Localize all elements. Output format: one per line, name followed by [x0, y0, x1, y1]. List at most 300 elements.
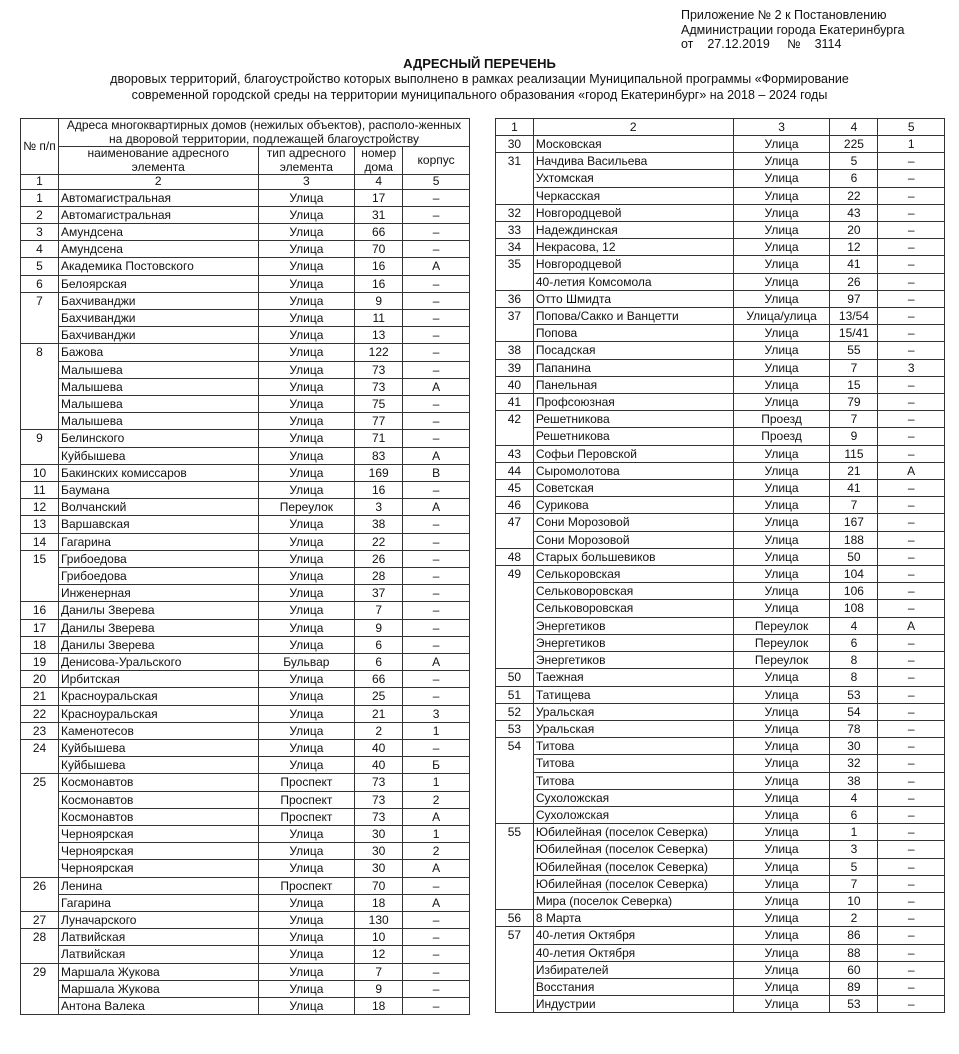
element-type: Проезд	[733, 428, 830, 445]
korpus: –	[878, 841, 945, 858]
street-name: Посадская	[533, 342, 733, 359]
appendix-date: 27.12.2019	[707, 37, 770, 51]
korpus: 2	[403, 843, 470, 860]
row-number: 23	[21, 722, 59, 739]
korpus: –	[878, 376, 945, 393]
house-number: 13	[355, 327, 403, 344]
row-number: 50	[496, 669, 534, 686]
korpus: –	[403, 430, 470, 447]
appendix-block	[681, 8, 904, 52]
house-number: 7	[830, 875, 878, 892]
table-row	[496, 634, 945, 651]
row-number: 32	[496, 204, 534, 221]
table-row	[21, 223, 470, 240]
korpus: –	[878, 187, 945, 204]
street-name: Сыромолотова	[533, 462, 733, 479]
element-type: Улица	[733, 841, 830, 858]
table-row	[496, 239, 945, 256]
row-number: 53	[496, 720, 534, 737]
street-name: Уральская	[533, 720, 733, 737]
house-number: 2	[355, 722, 403, 739]
house-number: 89	[830, 978, 878, 995]
korpus: А	[403, 378, 470, 395]
table-row	[21, 774, 470, 791]
element-type: Улица	[733, 961, 830, 978]
row-number: 34	[496, 239, 534, 256]
korpus: –	[878, 755, 945, 772]
street-name: Бахчиванджи	[58, 327, 258, 344]
korpus: –	[403, 206, 470, 223]
header-type: тип адресного элемента	[258, 147, 355, 175]
street-name: Софьи Перовской	[533, 445, 733, 462]
street-name: Грибоедова	[58, 550, 258, 567]
house-number: 3	[355, 499, 403, 516]
element-type: Улица	[733, 376, 830, 393]
korpus: –	[878, 720, 945, 737]
street-name: Варшавская	[58, 516, 258, 533]
element-type: Проспект	[258, 808, 355, 825]
element-type: Улица	[258, 361, 355, 378]
house-number: 9	[355, 292, 403, 309]
element-type: Улица	[733, 772, 830, 789]
table-row	[21, 929, 470, 946]
street-name: Грибоедова	[58, 567, 258, 584]
table-row	[21, 653, 470, 670]
element-type: Улица	[733, 239, 830, 256]
street-name: Каменотесов	[58, 722, 258, 739]
house-number: 75	[355, 395, 403, 412]
table-row	[21, 894, 470, 911]
header-house: номер дома	[355, 147, 403, 175]
row-number: 38	[496, 342, 534, 359]
street-name: Куйбышева	[58, 757, 258, 774]
element-type: Улица	[733, 170, 830, 187]
row-number: 2	[21, 206, 59, 223]
korpus: –	[403, 567, 470, 584]
table-row	[21, 395, 470, 412]
house-number: 30	[355, 843, 403, 860]
korpus: А	[878, 617, 945, 634]
table-row	[21, 912, 470, 929]
row-number: 15	[21, 550, 59, 602]
table-row	[21, 998, 470, 1015]
element-type: Проспект	[258, 877, 355, 894]
table-row	[496, 497, 945, 514]
street-name: 40-летия Октября	[533, 944, 733, 961]
street-name: Надеждинская	[533, 222, 733, 239]
street-name: Некрасова, 12	[533, 239, 733, 256]
korpus: –	[878, 583, 945, 600]
korpus: –	[403, 929, 470, 946]
street-name: Уральская	[533, 703, 733, 720]
table-row	[496, 669, 945, 686]
street-name: Черкасская	[533, 187, 733, 204]
element-type: Улица	[733, 892, 830, 909]
document-title: АДРЕСНЫЙ ПЕРЕЧЕНЬ	[403, 56, 556, 71]
street-name: Решетникова	[533, 428, 733, 445]
street-name: Сони Морозовой	[533, 531, 733, 548]
element-type: Улица	[733, 789, 830, 806]
table-row	[21, 808, 470, 825]
element-type: Улица	[733, 462, 830, 479]
element-type: Переулок	[733, 617, 830, 634]
row-number: 57	[496, 927, 534, 1013]
element-type: Улица	[258, 688, 355, 705]
table-row	[21, 843, 470, 860]
korpus: –	[403, 292, 470, 309]
header-index-5: 5	[403, 175, 470, 190]
street-name: Черноярская	[58, 843, 258, 860]
house-number: 22	[830, 187, 878, 204]
house-number: 5	[830, 858, 878, 875]
house-number: 16	[355, 275, 403, 292]
street-name: Гагарина	[58, 533, 258, 550]
table-row	[21, 619, 470, 636]
korpus: –	[878, 170, 945, 187]
korpus: –	[403, 963, 470, 980]
element-type: Улица	[258, 722, 355, 739]
element-type: Улица	[258, 464, 355, 481]
street-name: Таежная	[533, 669, 733, 686]
house-number: 53	[830, 996, 878, 1013]
house-number: 43	[830, 204, 878, 221]
element-type: Улица	[733, 858, 830, 875]
row-number: 16	[21, 602, 59, 619]
house-number: 122	[355, 344, 403, 361]
korpus: В	[403, 464, 470, 481]
document-subtitle	[20, 72, 939, 103]
table-row	[496, 480, 945, 497]
street-name: Энергетиков	[533, 617, 733, 634]
korpus: –	[878, 204, 945, 221]
street-name: Ирбитская	[58, 671, 258, 688]
element-type: Улица	[733, 583, 830, 600]
street-name: Малышева	[58, 378, 258, 395]
korpus: –	[878, 394, 945, 411]
address-table-left	[20, 118, 470, 1015]
table-row	[496, 772, 945, 789]
table-row	[21, 636, 470, 653]
row-number: 48	[496, 548, 534, 565]
street-name: Бахчиванджи	[58, 309, 258, 326]
table-row	[21, 481, 470, 498]
house-number: 13/54	[830, 308, 878, 325]
house-number: 73	[355, 791, 403, 808]
element-type: Улица	[258, 946, 355, 963]
row-number: 49	[496, 566, 534, 669]
street-name: Бахчиванджи	[58, 292, 258, 309]
street-name: Белоярская	[58, 275, 258, 292]
row-number: 37	[496, 308, 534, 342]
address-table-right	[495, 118, 945, 1013]
street-name: Латвийская	[58, 946, 258, 963]
table-row	[496, 617, 945, 634]
row-number: 47	[496, 514, 534, 548]
korpus: –	[403, 585, 470, 602]
korpus: –	[878, 669, 945, 686]
house-number: 40	[355, 757, 403, 774]
element-type: Улица	[258, 671, 355, 688]
element-type: Улица	[733, 273, 830, 290]
house-number: 30	[355, 826, 403, 843]
table-row	[496, 325, 945, 342]
korpus: А	[403, 894, 470, 911]
korpus: 3	[878, 359, 945, 376]
element-type: Улица	[733, 996, 830, 1013]
house-number: 115	[830, 445, 878, 462]
table-row	[21, 688, 470, 705]
house-number: 15/41	[830, 325, 878, 342]
street-name: Космонавтов	[58, 791, 258, 808]
house-number: 11	[355, 309, 403, 326]
house-number: 10	[355, 929, 403, 946]
appendix-line-2: Администрации города Екатеринбурга	[681, 22, 905, 37]
street-name: Ленина	[58, 877, 258, 894]
table-row	[21, 430, 470, 447]
table-row	[21, 980, 470, 997]
house-number: 188	[830, 531, 878, 548]
house-number: 18	[355, 894, 403, 911]
row-number: 45	[496, 480, 534, 497]
element-type: Улица	[258, 516, 355, 533]
house-number: 40	[355, 740, 403, 757]
header-index-5: 5	[878, 119, 945, 136]
house-number: 73	[355, 774, 403, 791]
row-number: 55	[496, 824, 534, 910]
street-name: Черноярская	[58, 826, 258, 843]
row-number: 12	[21, 499, 59, 516]
table-row	[496, 394, 945, 411]
element-type: Улица	[258, 843, 355, 860]
house-number: 66	[355, 671, 403, 688]
house-number: 30	[830, 738, 878, 755]
house-number: 130	[355, 912, 403, 929]
row-number: 29	[21, 963, 59, 1015]
element-type: Улица	[258, 292, 355, 309]
house-number: 54	[830, 703, 878, 720]
appendix-no: №	[787, 37, 801, 51]
table-row	[496, 600, 945, 617]
header-name: наименование адресного элемента	[58, 147, 258, 175]
table-row	[21, 963, 470, 980]
element-type: Улица	[258, 980, 355, 997]
table-row	[496, 308, 945, 325]
table-row	[496, 204, 945, 221]
element-type: Улица	[733, 290, 830, 307]
korpus: –	[878, 892, 945, 909]
street-name: Красноуральская	[58, 688, 258, 705]
table-row	[21, 189, 470, 206]
house-number: 41	[830, 480, 878, 497]
table-row	[496, 996, 945, 1013]
element-type: Улица	[733, 686, 830, 703]
street-name: Белинского	[58, 430, 258, 447]
table-row	[496, 755, 945, 772]
table-row	[21, 791, 470, 808]
element-type: Улица	[733, 359, 830, 376]
element-type: Улица	[258, 550, 355, 567]
korpus: –	[403, 688, 470, 705]
table-row	[21, 826, 470, 843]
element-type: Улица	[258, 309, 355, 326]
house-number: 20	[830, 222, 878, 239]
element-type: Бульвар	[258, 653, 355, 670]
element-type: Улица	[733, 566, 830, 583]
korpus: –	[878, 325, 945, 342]
street-name: Титова	[533, 772, 733, 789]
street-name: Московская	[533, 136, 733, 153]
row-number: 14	[21, 533, 59, 550]
korpus: –	[403, 327, 470, 344]
element-type: Улица	[733, 153, 830, 170]
header-korpus: корпус	[403, 147, 470, 175]
street-name: Папанина	[533, 359, 733, 376]
table-row	[21, 499, 470, 516]
table-row	[496, 652, 945, 669]
table-row	[496, 548, 945, 565]
appendix-line-1: Приложение № 2 к Постановлению	[681, 8, 887, 22]
row-number: 39	[496, 359, 534, 376]
element-type: Улица	[733, 342, 830, 359]
house-number: 8	[830, 669, 878, 686]
korpus: –	[403, 619, 470, 636]
row-number: 46	[496, 497, 534, 514]
subtitle-line-2: современной городской среды на территории муниципального образования «город Екатеринбург» на 2018 – 2024 годы	[131, 87, 828, 102]
korpus: А	[403, 447, 470, 464]
street-name: Автомагистральная	[58, 206, 258, 223]
korpus: –	[403, 516, 470, 533]
row-number: 33	[496, 222, 534, 239]
korpus: –	[403, 481, 470, 498]
element-type: Улица	[733, 480, 830, 497]
korpus: 1	[403, 826, 470, 843]
table-row	[21, 464, 470, 481]
korpus: –	[878, 824, 945, 841]
house-number: 30	[355, 860, 403, 877]
korpus: –	[878, 600, 945, 617]
header-num: № п/п	[21, 119, 59, 175]
house-number: 41	[830, 256, 878, 273]
header-index-4: 4	[830, 119, 878, 136]
street-name: Избирателей	[533, 961, 733, 978]
row-number: 30	[496, 136, 534, 153]
table-row	[496, 411, 945, 428]
house-number: 7	[830, 411, 878, 428]
street-name: Красноуральская	[58, 705, 258, 722]
element-type: Переулок	[733, 634, 830, 651]
table-row	[496, 858, 945, 875]
row-number: 42	[496, 411, 534, 445]
element-type: Улица	[258, 860, 355, 877]
header-index-1: 1	[496, 119, 534, 136]
house-number: 6	[830, 634, 878, 651]
row-number: 17	[21, 619, 59, 636]
korpus: –	[878, 342, 945, 359]
korpus: 1	[878, 136, 945, 153]
element-type: Улица	[258, 223, 355, 240]
table-row	[21, 327, 470, 344]
element-type: Улица	[258, 998, 355, 1015]
street-name: Куйбышева	[58, 447, 258, 464]
table-row	[496, 944, 945, 961]
element-type: Переулок	[733, 652, 830, 669]
element-type: Улица	[258, 275, 355, 292]
left-table-body	[21, 189, 470, 1015]
row-number: 18	[21, 636, 59, 653]
table-row	[496, 428, 945, 445]
korpus: –	[878, 927, 945, 944]
house-number: 21	[830, 462, 878, 479]
element-type: Улица	[258, 533, 355, 550]
element-type: Улица	[733, 910, 830, 927]
street-name: Сельковоровская	[533, 600, 733, 617]
street-name: Юбилейная (поселок Северка)	[533, 858, 733, 875]
street-name: Космонавтов	[58, 808, 258, 825]
element-type: Улица	[258, 705, 355, 722]
korpus: –	[878, 789, 945, 806]
table-row	[496, 703, 945, 720]
element-type: Улица	[258, 189, 355, 206]
korpus: –	[403, 602, 470, 619]
house-number: 97	[830, 290, 878, 307]
element-type: Улица	[258, 241, 355, 258]
row-number: 54	[496, 738, 534, 824]
house-number: 6	[355, 636, 403, 653]
element-type: Улица	[258, 327, 355, 344]
korpus: –	[878, 497, 945, 514]
row-number: 43	[496, 445, 534, 462]
table-row	[496, 841, 945, 858]
korpus: –	[878, 290, 945, 307]
house-number: 66	[355, 223, 403, 240]
table-row	[496, 824, 945, 841]
street-name: Титова	[533, 755, 733, 772]
street-name: Решетникова	[533, 411, 733, 428]
table-row	[496, 290, 945, 307]
street-name: Луначарского	[58, 912, 258, 929]
table-row	[21, 344, 470, 361]
house-number: 38	[355, 516, 403, 533]
header-index-3: 3	[258, 175, 355, 190]
korpus: 1	[403, 722, 470, 739]
korpus: –	[403, 275, 470, 292]
house-number: 7	[355, 602, 403, 619]
korpus: А	[878, 462, 945, 479]
row-number: 40	[496, 376, 534, 393]
element-type: Проспект	[258, 791, 355, 808]
row-number: 51	[496, 686, 534, 703]
table-row	[21, 860, 470, 877]
element-type: Улица	[258, 929, 355, 946]
element-type: Улица	[733, 806, 830, 823]
element-type: Улица	[733, 531, 830, 548]
table-row	[21, 585, 470, 602]
element-type: Улица	[258, 912, 355, 929]
header-index-4: 4	[355, 175, 403, 190]
korpus: –	[403, 877, 470, 894]
row-number: 1	[21, 189, 59, 206]
table-row	[496, 875, 945, 892]
house-number: 55	[830, 342, 878, 359]
house-number: 79	[830, 394, 878, 411]
element-type: Улица	[258, 344, 355, 361]
korpus: –	[403, 309, 470, 326]
element-type: Улица/улица	[733, 308, 830, 325]
table-row	[21, 275, 470, 292]
table-row	[496, 910, 945, 927]
element-type: Улица	[258, 619, 355, 636]
house-number: 3	[830, 841, 878, 858]
